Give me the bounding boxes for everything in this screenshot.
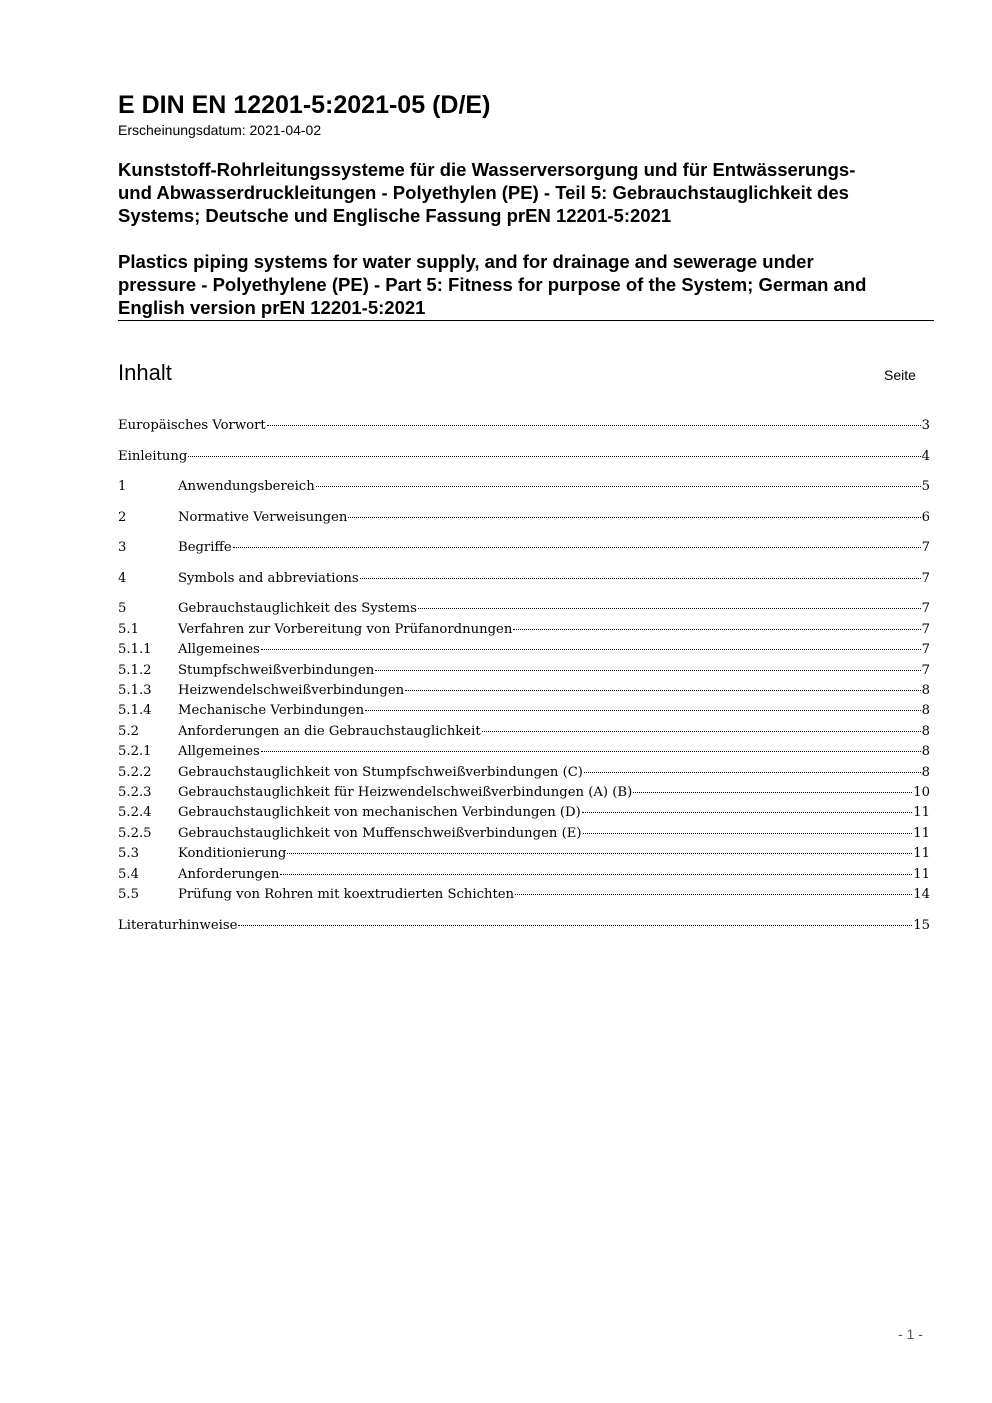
toc-dot-leader [365,710,920,711]
toc-entry[interactable] [118,844,930,864]
toc-entry-page: 7 [921,621,930,637]
title-english-line: pressure - Polyethylene (PE) - Part 5: Fitness for purpose of the System; German and [118,274,867,295]
toc-entry-page: 7 [921,570,930,586]
toc-entry-page: 8 [921,683,930,699]
toc-entry-number: 2 [118,509,127,525]
toc-entry-page: 7 [921,540,930,556]
toc-entry-number: 5.1.3 [118,683,152,699]
toc-dot-leader [261,649,921,650]
toc-entry-page: 11 [913,846,930,862]
toc-entry-number: 5.1.1 [118,642,152,658]
toc-entry[interactable] [118,599,930,619]
toc-entry-title: Anforderungen [178,866,280,882]
publication-date: Erscheinungsdatum: 2021-04-02 [118,122,322,138]
title-german-line: und Abwasserdruckleitungen - Polyethylen (PE) - Teil 5: Gebrauchstauglichkeit des [118,182,849,203]
toc-entry[interactable] [118,416,930,436]
toc-dot-leader [405,690,920,691]
toc-entry[interactable] [118,824,930,844]
toc-entry-page: 8 [921,764,930,780]
toc-entry-page: 8 [921,723,930,739]
toc-entry-title: Begriffe [178,540,232,556]
title-english-line: Plastics piping systems for water supply, and for drainage and sewerage under [118,251,814,272]
toc-entry[interactable] [118,763,930,783]
toc-entry[interactable] [118,701,930,721]
toc-dot-leader [360,578,921,579]
toc-entry[interactable] [118,803,930,823]
toc-entry-number: 5.2.4 [118,805,152,821]
toc-dot-leader [316,486,921,487]
toc-entry-title: Anwendungsbereich [178,479,315,495]
toc-entry-number: 5.4 [118,866,139,882]
document-id: E DIN EN 12201-5:2021-05 (D/E) [118,91,491,119]
toc-dot-leader [267,425,921,426]
toc-entry-title: Stumpfschweißverbindungen [178,662,375,678]
toc-entry[interactable] [118,569,930,589]
toc-entry-number: 5.2.2 [118,764,152,780]
title-english [118,250,938,319]
toc-entry-title: Prüfung von Rohren mit koextrudierten Schichten [178,886,515,902]
toc-entry[interactable] [118,865,930,885]
toc-entry-number: 5.1.2 [118,662,152,678]
toc-entry-title: Gebrauchstauglichkeit von Muffenschweißverbindungen (E) [178,825,582,841]
toc-entry-title: Allgemeines [178,744,260,760]
toc-entry[interactable] [118,508,930,528]
toc-dot-leader [583,833,913,834]
toc-entry-page: 5 [921,479,930,495]
toc-entry[interactable] [118,661,930,681]
toc-entry-page: 11 [913,825,930,841]
toc-entry-page: 11 [913,805,930,821]
toc-dot-leader [584,772,921,773]
toc-entry-number: 5.3 [118,846,139,862]
toc-entry-page: 4 [921,448,930,464]
toc-entry-title: Allgemeines [178,642,260,658]
toc-entry-page: 7 [921,642,930,658]
toc-entry-page: 8 [921,744,930,760]
toc-entry-title: Literaturhinweise [118,917,238,933]
toc-entry-number: 1 [118,479,127,495]
toc-entry-number: 5.1.4 [118,703,152,719]
toc-dot-leader [513,629,920,630]
toc-entry-number: 5.2.5 [118,825,152,841]
toc-entry[interactable] [118,538,930,558]
toc-entry-title: Anforderungen an die Gebrauchstauglichkeit [178,723,481,739]
toc-dot-leader [348,517,920,518]
toc-entry-page: 7 [921,601,930,617]
toc-dot-leader [188,456,920,457]
toc-entry[interactable] [118,783,930,803]
toc-entry-page: 11 [913,866,930,882]
table-of-contents [118,416,930,936]
toc-dot-leader [280,874,912,875]
toc-entry-page: 3 [921,418,930,433]
toc-entry[interactable] [118,885,930,905]
toc-entry-page: 6 [921,509,930,525]
toc-entry-title: Gebrauchstauglichkeit von mechanischen Verbindungen (D) [178,805,581,821]
toc-entry[interactable] [118,640,930,660]
toc-dot-leader [238,925,912,926]
toc-entry-number: 5.1 [118,621,139,637]
toc-dot-leader [287,853,912,854]
toc-entry-page: 8 [921,703,930,719]
toc-dot-leader [375,670,920,671]
toc-entry-number: 4 [118,570,127,586]
title-german [118,158,938,227]
toc-dot-leader [633,792,912,793]
toc-page-column-heading: Seite [884,367,916,383]
toc-entry-title: Normative Verweisungen [178,509,348,525]
toc-entry-title: Verfahren zur Vorbereitung von Prüfanordnungen [178,621,513,637]
toc-entry-page: 14 [913,886,930,902]
toc-entry-number: 5.2.1 [118,744,152,760]
toc-entry-title: Europäisches Vorwort [118,418,266,433]
toc-dot-leader [418,608,921,609]
toc-entry[interactable] [118,916,930,936]
toc-entry-title: Konditionierung [178,846,287,862]
toc-entry[interactable] [118,681,930,701]
toc-entry-number: 5.2.3 [118,784,152,800]
toc-entry-title: Heizwendelschweißverbindungen [178,683,405,699]
toc-entry[interactable] [118,620,930,640]
toc-dot-leader [582,812,912,813]
title-divider [118,320,934,321]
toc-entry[interactable] [118,477,930,497]
toc-entry-number: 5.5 [118,886,139,902]
toc-entry-number: 5.2 [118,723,139,739]
title-english-line: English version prEN 12201-5:2021 [118,297,426,318]
toc-entry[interactable] [118,447,930,467]
toc-entry[interactable] [118,742,930,762]
toc-dot-leader [233,547,921,548]
toc-entry-number: 5 [118,601,127,617]
toc-dot-leader [515,894,912,895]
toc-entry-page: 10 [913,784,930,800]
toc-entry-title: Gebrauchstauglichkeit für Heizwendelschweißverbindungen (A) (B) [178,784,633,800]
toc-entry[interactable] [118,722,930,742]
toc-entry-title: Symbols and abbreviations [178,570,359,586]
title-german-line: Systems; Deutsche und Englische Fassung prEN 12201-5:2021 [118,205,672,226]
toc-dot-leader [261,751,921,752]
toc-dot-leader [482,731,921,732]
toc-entry-page: 7 [921,662,930,678]
toc-entry-page: 15 [913,917,930,933]
title-german-line: Kunststoff-Rohrleitungssysteme für die Wasserversorgung und für Entwässerungs- [118,159,856,180]
toc-entry-number: 3 [118,540,127,556]
toc-entry-title: Einleitung [118,448,188,464]
toc-entry-title: Mechanische Verbindungen [178,703,365,719]
toc-entry-title: Gebrauchstauglichkeit von Stumpfschweißverbindungen (C) [178,764,583,780]
toc-entry-title: Gebrauchstauglichkeit des Systems [178,601,417,617]
page-number: - 1 - [898,1326,923,1342]
toc-heading: Inhalt [118,360,172,385]
